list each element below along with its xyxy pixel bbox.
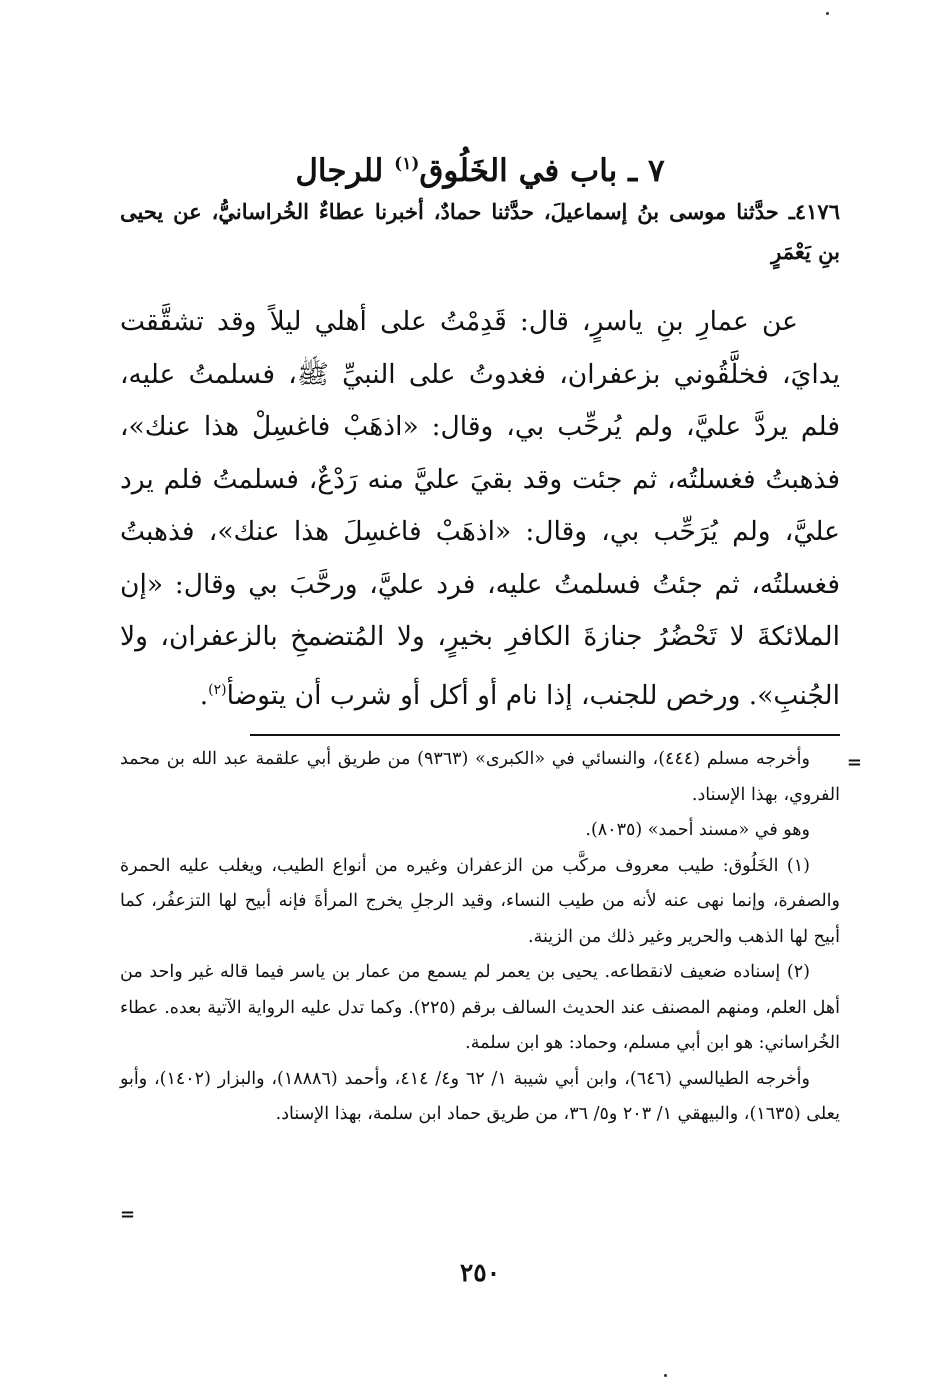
footnotes bbox=[120, 742, 840, 1133]
chapter-footnote-ref: (١) bbox=[394, 153, 420, 174]
footnote-2: (٢) إسناده ضعيف لانقطاعه. يحيى بن يعمر لم يسمع من عمار بن ياسر فيما قاله غير واحد من أهل العلم، ومنهم المصنف عند الحديث السالف برقم (٢٢٥). وكما تدل عليه الرواية الآتية بعده. عطاء الخُراساني: هو ابن أبي مسلم، وحماد: هو ابن سلمة. bbox=[120, 962, 840, 1053]
matn-footnote-ref: (٢) bbox=[208, 681, 227, 698]
book-page bbox=[120, 0, 862, 1381]
footnote-separator bbox=[250, 734, 840, 736]
chapter-heading bbox=[120, 139, 840, 196]
footnote-2-takhrij: وأخرجه الطيالسي (٦٤٦)، وابن أبي شيبة ١/ ٦٢ و٤/ ٤١٤، وأحمد (١٨٨٨٦)، والبزار (١٤٠٢)، وأبو يعلى (١٦٣٥)، والبيهقي ١/ ٢٠٣ و٥/ ٣٦، من طريق حماد ابن سلمة، بهذا الإسناد. bbox=[120, 1068, 840, 1124]
chapter-title: ٧ ـ باب في الخَلُوق bbox=[419, 152, 665, 189]
footnote-1: (١) الخَلُوق: طيب معروف مركَّب من الزعفران وغيره من أنواع الطيب، ويغلب عليه الحمرة والصفرة، وإنما نهى عنه لأنه من طيب النساء، وقيد الرجلِ يخرج المرأةَ فإنه أبيح لها التزعفُر، كما أبيح لها الذهب والحرير وغير ذلك من الزينة. bbox=[120, 855, 840, 947]
footnote-carryover: وأخرجه مسلم (٤٤٤)، والنسائي في «الكبرى» (٩٣٦٣) من طريق أبي علقمة عبد الله بن محمد الفروي، بهذا الإسناد. bbox=[120, 749, 840, 805]
matn-end-mark: . bbox=[199, 679, 209, 711]
chapter-title-end: للرجال bbox=[295, 152, 395, 189]
continues-mark: = bbox=[120, 1204, 136, 1225]
page-number: ٢٥٠ bbox=[459, 1258, 501, 1287]
hadith-matn bbox=[120, 296, 840, 722]
hadith-matn-text: عن عمارِ بنِ ياسرٍ، قال: قَدِمْتُ على أهلي ليلاً وقد تشقَّقت يدايَ، فخلَّقُوني بزعفران، فغدوتُ على النبيِّ ﷺ، فسلمتُ عليه، فلم يردَّ عليَّ، ولم يُرحِّب بي، وقال: «اذهَبْ فاغسِلْ هذا عنك»، فذهبتُ فغسلتُه، ثم جئت وقد بقيَ عليَّ منه رَدْعٌ، فسلمتُ فلم يرد عليَّ، ولم يُرَحِّب بي، وقال: «اذهَبْ فاغسِلَ هذا عنك»، فذهبتُ فغسلتُه، ثم جئتُ فسلمتُ عليه، فرد عليَّ، ورحَّبَ بي وقال: «إن الملائكةَ لا تَحْضُرُ جنازةَ الكافرِ بخيرٍ، ولا المُتضمخِ بالزعفران، ولا الجُنبِ». ورخص للجنب، إذا نام أو أكل أو شرب أن يتوضأ bbox=[120, 306, 840, 711]
continuation-mark: = bbox=[846, 752, 862, 773]
hadith-isnad: ٤١٧٦ـ حدَّثنا موسى بنُ إسماعيلَ، حدَّثنا حمادٌ، أخبرنا عطاءٌ الخُراسانيُّ، عن يحيى بنِ يَعْمَرٍ bbox=[120, 199, 840, 264]
footnote-musnad: وهو في «مسند أحمد» (٨٠٣٥). bbox=[585, 820, 810, 840]
